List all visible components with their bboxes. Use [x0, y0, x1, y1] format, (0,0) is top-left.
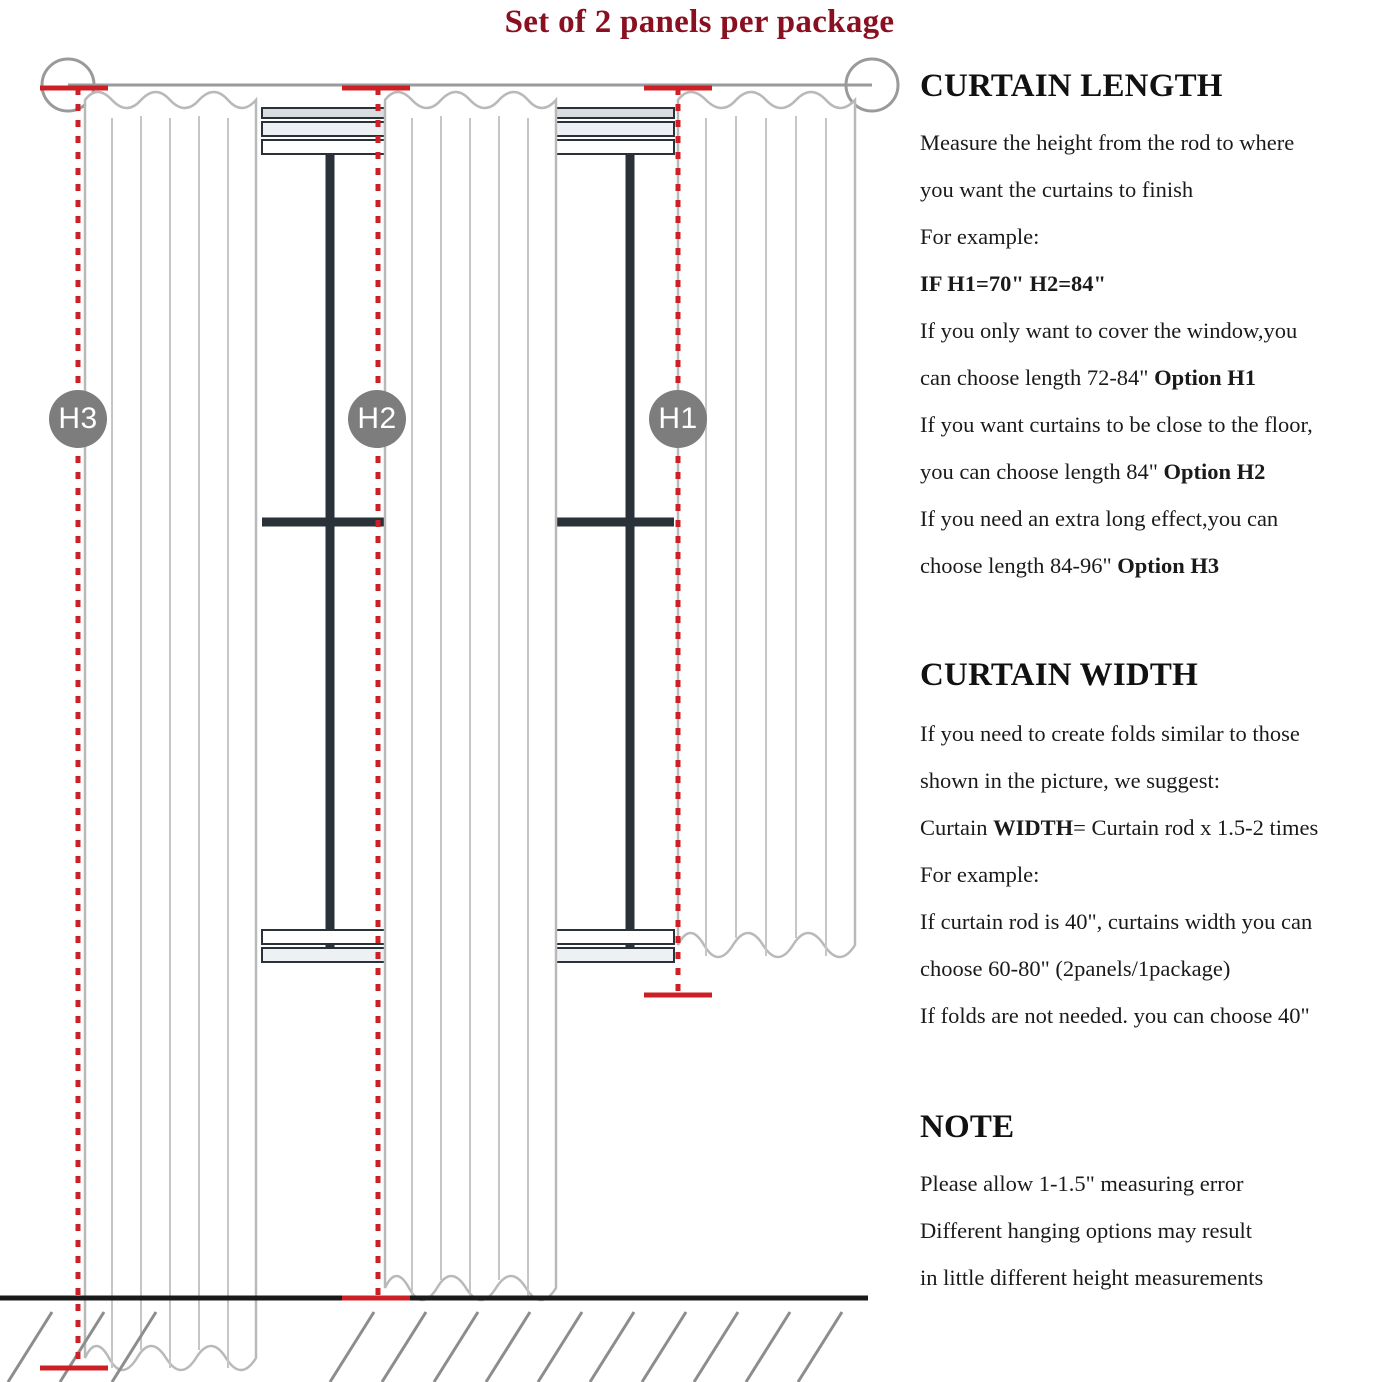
length-line-8-text: you can choose length 84"	[920, 459, 1164, 484]
length-line-3: For example:	[920, 224, 1040, 249]
width-line-2: shown in the picture, we suggest:	[920, 768, 1220, 793]
badge-h3	[49, 390, 107, 448]
section-note	[920, 1109, 1390, 1301]
badge-h1	[649, 390, 707, 448]
length-line-6	[920, 354, 1390, 401]
length-line-2: you want the curtains to finish	[920, 177, 1194, 202]
option-h2-label: Option H2	[1163, 459, 1266, 484]
width-line-4: For example:	[920, 862, 1040, 887]
curtain-panel-h2	[385, 92, 556, 1300]
note-body	[920, 1160, 1390, 1301]
curtain-length-heading: CURTAIN LENGTH	[920, 68, 1223, 104]
section-curtain-length	[920, 68, 1390, 589]
note-line-2: Different hanging options may result	[920, 1218, 1253, 1243]
width-line-5: If curtain rod is 40", curtains width you can	[920, 909, 1313, 934]
length-line-7: If you want curtains to be close to the floor,	[920, 412, 1313, 437]
width-line-3-tail: = Curtain rod x 1.5-2 times	[1073, 815, 1319, 840]
page-title: Set of 2 panels per package	[504, 4, 895, 40]
length-line-4-example: IF H1=70" H2=84"	[920, 271, 1107, 296]
length-line-10-text: choose length 84-96"	[920, 553, 1118, 578]
option-h3-label: Option H3	[1117, 553, 1220, 578]
badge-h2	[348, 390, 406, 448]
length-line-10	[920, 542, 1390, 589]
length-line-8	[920, 448, 1390, 495]
curtain-panel-h3	[85, 92, 256, 1370]
curtain-width-heading: CURTAIN WIDTH	[920, 657, 1199, 693]
instructions-column	[920, 68, 1390, 1301]
section-curtain-width	[920, 657, 1390, 1039]
width-line-3	[920, 804, 1390, 851]
length-line-5: If you only want to cover the window,you	[920, 318, 1298, 343]
note-heading: NOTE	[920, 1109, 1015, 1145]
badge-h1-label: H1	[658, 402, 698, 435]
length-line-1: Measure the height from the rod to where	[920, 130, 1295, 155]
note-line-1: Please allow 1-1.5" measuring error	[920, 1171, 1244, 1196]
width-line-3-lead: Curtain	[920, 815, 994, 840]
badge-h2-label: H2	[357, 402, 397, 435]
length-line-9: If you need an extra long effect,you can	[920, 506, 1279, 531]
curtain-panel-h1	[678, 92, 855, 957]
option-h1-label: Option H1	[1154, 365, 1257, 390]
width-line-6: choose 60-80" (2panels/1package)	[920, 956, 1231, 981]
width-line-1: If you need to create folds similar to those	[920, 721, 1300, 746]
length-line-6-text: can choose length 72-84"	[920, 365, 1155, 390]
curtain-measurement-diagram	[0, 40, 915, 1382]
width-line-7: If folds are not needed. you can choose 40"	[920, 1003, 1310, 1028]
badge-h3-label: H3	[58, 402, 98, 435]
curtain-length-body	[920, 119, 1390, 589]
curtain-width-body	[920, 710, 1390, 1039]
note-line-3: in little different height measurements	[920, 1265, 1264, 1290]
width-keyword: WIDTH	[993, 815, 1074, 840]
